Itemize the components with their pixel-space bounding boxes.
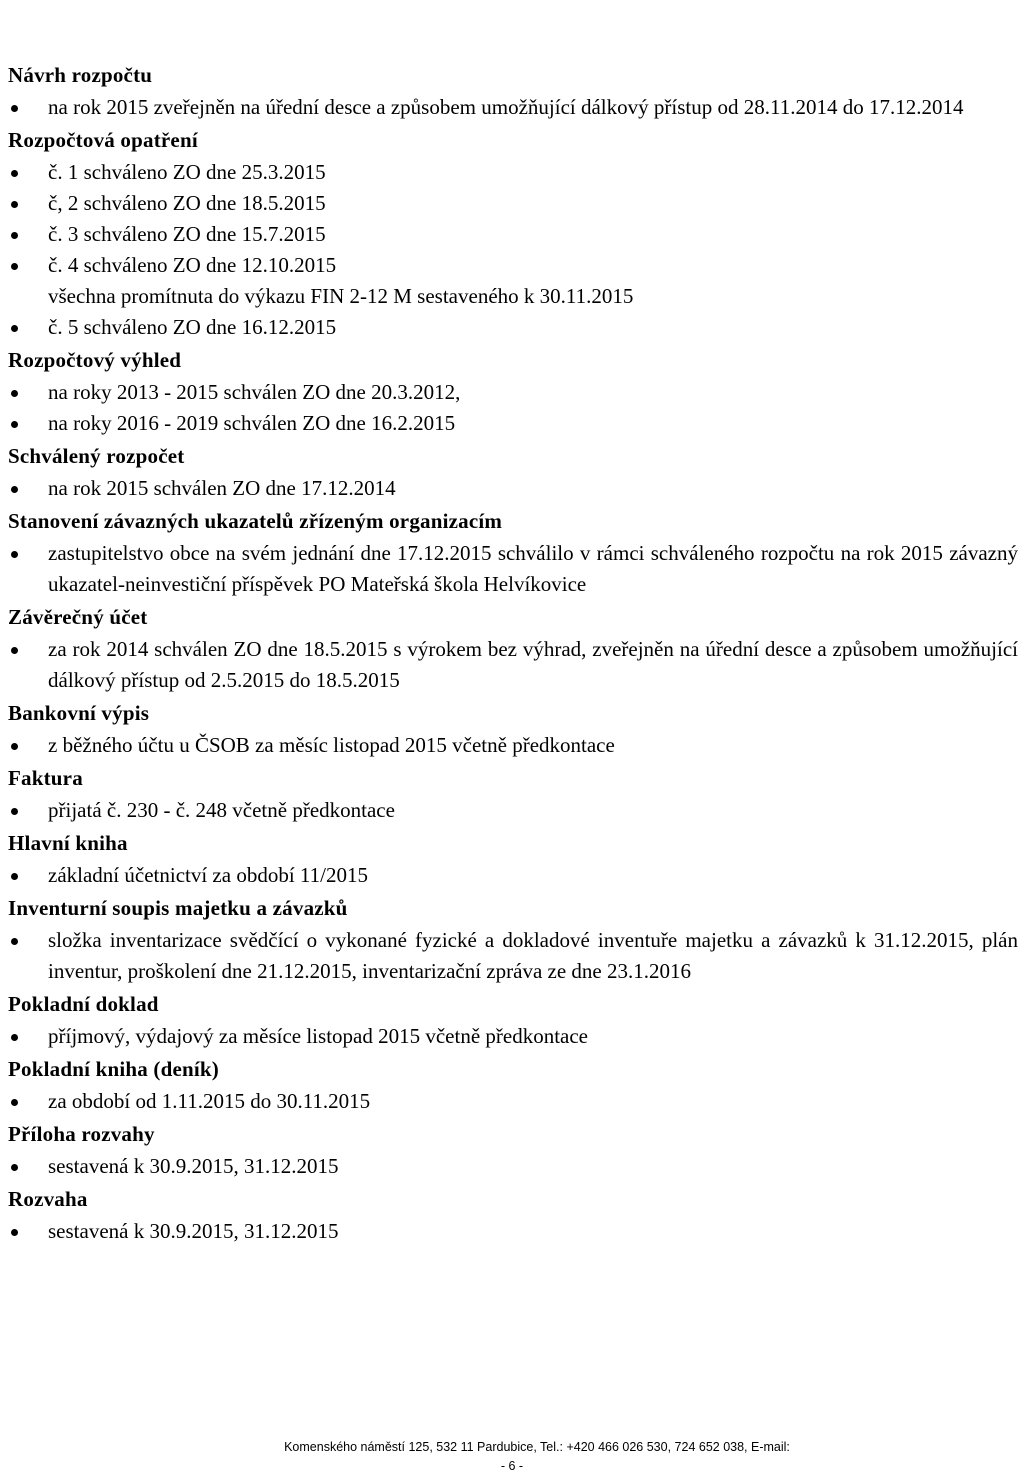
section-heading: Bankovní výpis: [8, 701, 150, 725]
document-body: [8, 58, 1018, 1247]
section-heading: Příloha rozvahy: [8, 1122, 155, 1146]
list-item: příjmový, výdajový za měsíce listopad 2015 včetně předkontace: [8, 1021, 1018, 1052]
list-item: č. 3 schváleno ZO dne 15.7.2015: [8, 219, 1018, 250]
section-heading: Rozvaha: [8, 1187, 88, 1211]
bullet-list: [8, 538, 1018, 600]
section: [8, 696, 1018, 761]
section-heading: Rozpočtová opatření: [8, 128, 198, 152]
section-heading: Závěrečný účet: [8, 605, 148, 629]
list-item: č, 2 schváleno ZO dne 18.5.2015: [8, 188, 1018, 219]
list-item: za období od 1.11.2015 do 30.11.2015: [8, 1086, 1018, 1117]
section: [8, 439, 1018, 504]
section: [8, 1182, 1018, 1247]
bullet-list: [8, 377, 1018, 439]
list-item: zastupitelstvo obce na svém jednání dne 17.12.2015 schválilo v rámci schváleného rozpočtu na rok 2015 závazný ukazatel-neinvestiční příspěvek PO Mateřská škola Helvíkovice: [8, 538, 1018, 600]
section: [8, 600, 1018, 696]
list-item: za rok 2014 schválen ZO dne 18.5.2015 s výrokem bez výhrad, zveřejněn na úřední desce a způsobem umožňující dálkový přístup od 2.5.2015 do 18.5.2015: [8, 634, 1018, 696]
bullet-list: [8, 1151, 1018, 1182]
bullet-list: [8, 925, 1018, 987]
bullet-list: [8, 730, 1018, 761]
section-heading: Faktura: [8, 766, 83, 790]
list-item: z běžného účtu u ČSOB za měsíc listopad 2015 včetně předkontace: [8, 730, 1018, 761]
section-heading: Rozpočtový výhled: [8, 348, 182, 372]
page-number: - 6 -: [500, 1459, 524, 1473]
section-heading: Hlavní kniha: [8, 831, 128, 855]
list-item: sestavená k 30.9.2015, 31.12.2015: [8, 1151, 1018, 1182]
list-item: č. 4 schváleno ZO dne 12.10.2015: [8, 250, 1018, 281]
list-item: sestavená k 30.9.2015, 31.12.2015: [8, 1216, 1018, 1247]
list-item: na rok 2015 schválen ZO dne 17.12.2014: [8, 473, 1018, 504]
footer-address: Komenského náměstí 125, 532 11 Pardubice, Tel.: +420 466 026 530, 724 652 038, E-mail:: [284, 1440, 790, 1454]
section: [8, 761, 1018, 826]
list-item: přijatá č. 230 - č. 248 včetně předkontace: [8, 795, 1018, 826]
section: [8, 58, 1018, 123]
bullet-list: [8, 92, 1018, 123]
section: [8, 891, 1018, 987]
section-heading: Stanovení závazných ukazatelů zřízeným organizacím: [8, 509, 503, 533]
bullet-list: [8, 634, 1018, 696]
section: [8, 343, 1018, 439]
bullet-list: [8, 473, 1018, 504]
list-item: na rok 2015 zveřejněn na úřední desce a způsobem umožňující dálkový přístup od 28.11.2014 do 17.12.2014: [8, 92, 1018, 123]
list-item: č. 1 schváleno ZO dne 25.3.2015: [8, 157, 1018, 188]
list-item: na roky 2016 - 2019 schválen ZO dne 16.2.2015: [8, 408, 1018, 439]
section: [8, 123, 1018, 343]
bullet-list: [8, 795, 1018, 826]
section: [8, 987, 1018, 1052]
bullet-list: [8, 312, 1018, 343]
section: [8, 1117, 1018, 1182]
section-heading: Pokladní kniha (deník): [8, 1057, 219, 1081]
section-heading: Návrh rozpočtu: [8, 63, 153, 87]
page-footer: [0, 1438, 1024, 1476]
section: [8, 826, 1018, 891]
list-item: základní účetnictví za období 11/2015: [8, 860, 1018, 891]
section-heading: Inventurní soupis majetku a závazků: [8, 896, 348, 920]
section: [8, 504, 1018, 600]
bullet-list: [8, 860, 1018, 891]
bullet-list: [8, 157, 1018, 281]
bullet-list: [8, 1021, 1018, 1052]
list-item: na roky 2013 - 2015 schválen ZO dne 20.3.2012,: [8, 377, 1018, 408]
section-heading: Schválený rozpočet: [8, 444, 185, 468]
section-heading: Pokladní doklad: [8, 992, 159, 1016]
list-item: složka inventarizace svědčící o vykonané fyzické a dokladové inventuře majetku a závazků k 31.12.2015, plán inventur, proškolení dne 21.12.2015, inventarizační zpráva ze dne 23.1.2016: [8, 925, 1018, 987]
section: [8, 1052, 1018, 1117]
section-note: všechna promítnuta do výkazu FIN 2-12 M sestaveného k 30.11.2015: [48, 284, 634, 308]
list-item: č. 5 schváleno ZO dne 16.12.2015: [8, 312, 1018, 343]
bullet-list: [8, 1216, 1018, 1247]
bullet-list: [8, 1086, 1018, 1117]
